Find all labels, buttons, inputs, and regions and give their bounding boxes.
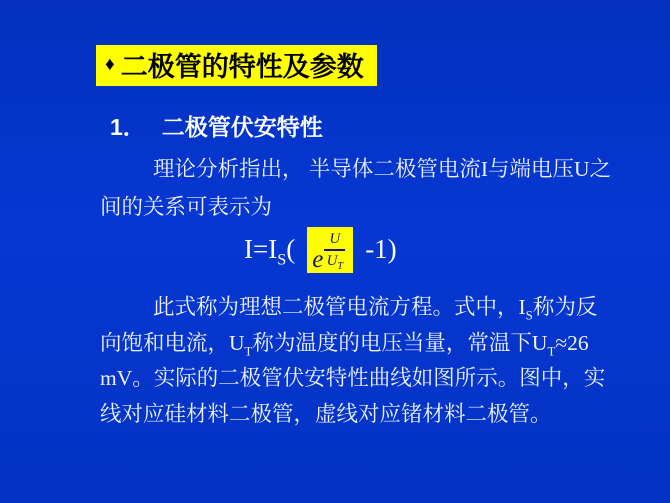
fraction-denominator-subscript: T — [337, 260, 343, 272]
exponential-highlight-box — [307, 227, 353, 273]
para-line: 间的关系可表示为 — [100, 195, 273, 219]
heading-number: 1． — [110, 114, 146, 140]
para-line: 线对应硅材料二极管，虚线对应锗材料二极管。 — [100, 401, 552, 426]
section-heading — [110, 109, 323, 142]
paragraph-intro — [100, 150, 660, 226]
fraction-denominator-base: U — [326, 252, 338, 269]
para-line: mV。实际的二极管伏安特性曲线如图所示。图中，实 — [100, 366, 606, 390]
exponent-fraction — [324, 230, 345, 271]
heading-text: 二极管伏安特性 — [161, 114, 323, 140]
slide-title — [96, 45, 377, 86]
para-line: 此式称为理想二极管电流方程。式中，$I_S$称为反 — [153, 295, 598, 323]
diamond-icon: ♦ — [105, 54, 115, 75]
euler-e: e — [312, 246, 324, 274]
slide-title-text: 二极管的特性及参数 — [120, 52, 364, 82]
formula-open-paren: ( — [286, 234, 296, 265]
fraction-denominator — [327, 251, 343, 271]
para-line: 理论分析指出， 半导体二极管电流I与端电压U之 — [153, 157, 612, 181]
formula-lhs-base: I=I — [244, 234, 278, 265]
paragraph-explanation — [100, 290, 660, 432]
para-line: 向饱和电流，$U_T$称为温度的电压当量，常温下$U_T\approx 26$ — [100, 330, 589, 358]
formula-lhs — [244, 234, 296, 269]
formula-lhs-subscript: S — [277, 250, 287, 269]
diode-current-equation — [244, 227, 397, 273]
formula-tail: -1) — [365, 234, 397, 265]
fraction-numerator: U — [324, 230, 345, 251]
